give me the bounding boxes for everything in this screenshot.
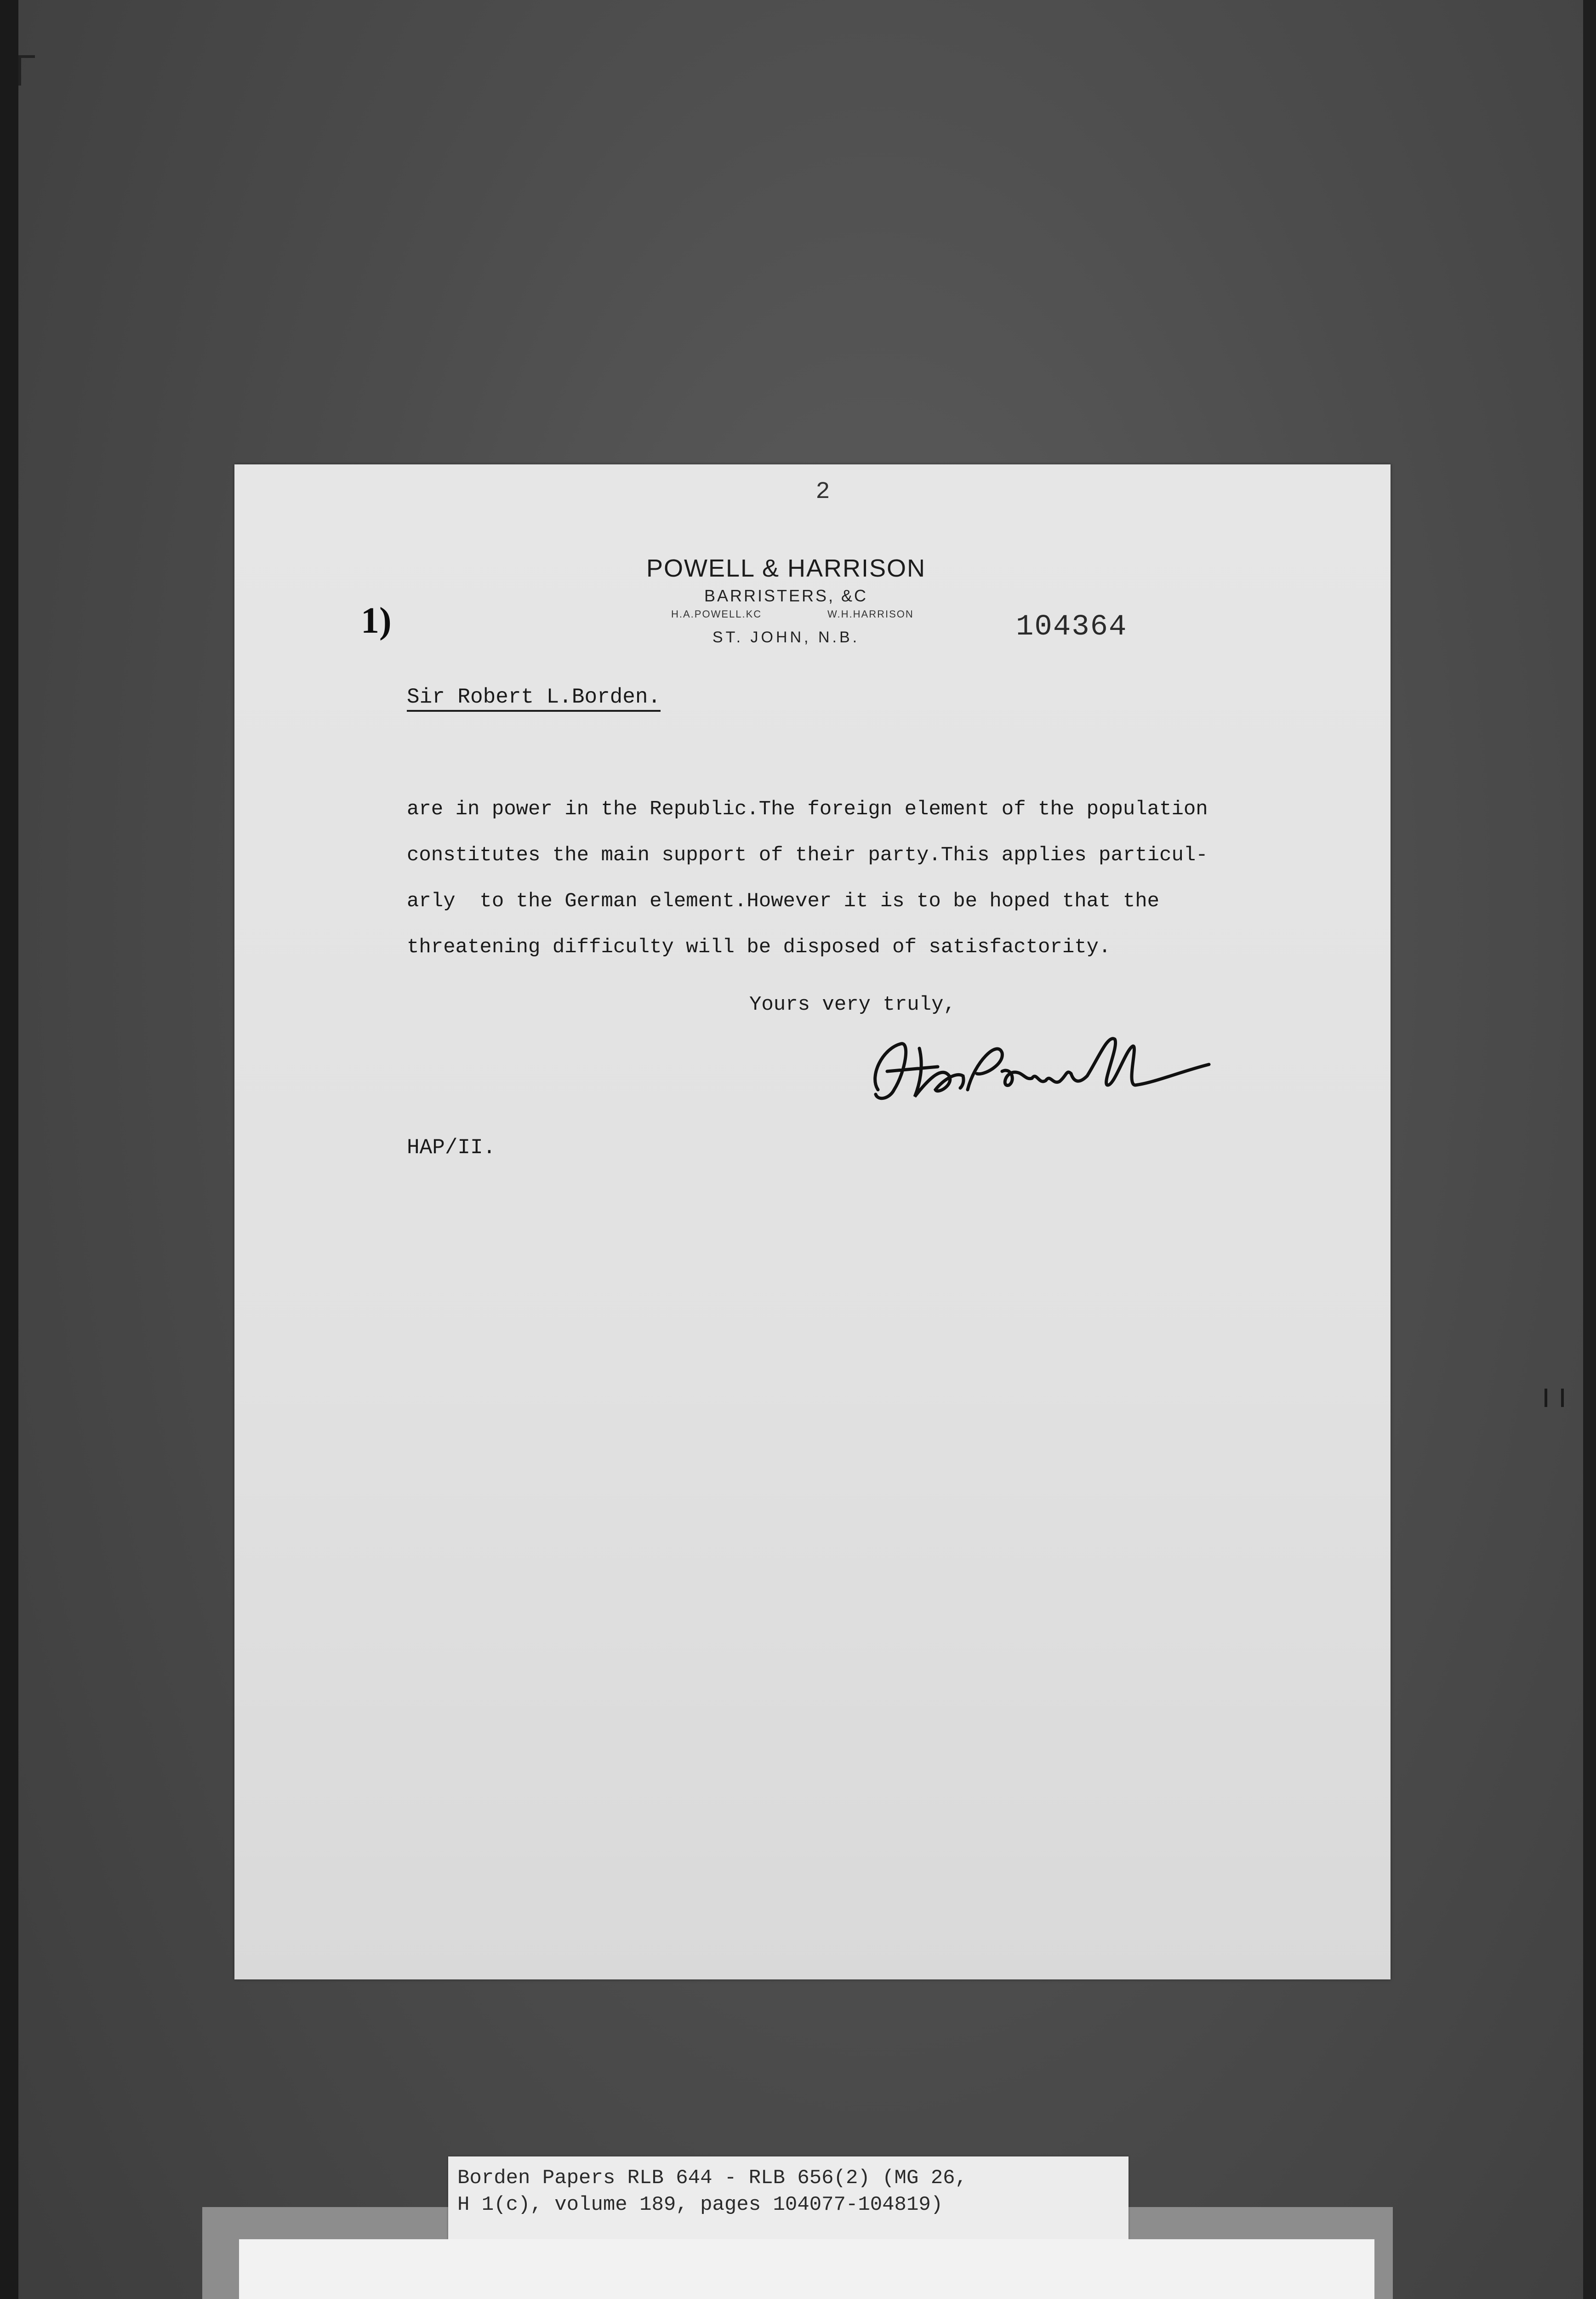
letter-page xyxy=(234,464,1391,1979)
body-line: arly to the German element.However it is to be hoped that the xyxy=(407,890,1160,913)
body-line: threatening difficulty will be disposed of satisfactority. xyxy=(407,936,1111,959)
reference-line: Borden Papers RLB 644 - RLB 656(2) (MG 26, xyxy=(457,2167,967,2190)
salutation: Sir Robert L.Borden. xyxy=(407,685,661,712)
letterhead xyxy=(556,554,1016,646)
firm-city: ST. JOHN, N.B. xyxy=(712,629,860,646)
typist-initials: HAP/II. xyxy=(407,1136,496,1160)
film-tick-marks xyxy=(1545,1389,1564,1407)
letter-body xyxy=(407,786,1349,970)
partner-left: H.A.POWELL.KC xyxy=(671,608,762,620)
archives-stamp-card xyxy=(239,2239,1374,2299)
closing: Yours very truly, xyxy=(749,993,956,1016)
body-line: are in power in the Republic.The foreign element of the population xyxy=(407,798,1208,821)
partners-row xyxy=(556,608,1016,627)
margin-mark: 1) xyxy=(361,600,392,641)
reference-label xyxy=(448,2156,1129,2239)
partner-right: W.H.HARRISON xyxy=(827,608,914,620)
film-edge-left xyxy=(0,0,18,2299)
corner-crop-mark xyxy=(18,55,35,86)
firm-subtitle: BARRISTERS, &C xyxy=(704,586,868,605)
document-number: 104364 xyxy=(1016,611,1128,644)
film-edge-right xyxy=(1583,0,1596,2299)
page-number: 2 xyxy=(815,478,830,505)
firm-name: POWELL & HARRISON xyxy=(646,555,926,582)
handwritten-signature xyxy=(850,1021,1264,1113)
reference-line: H 1(c), volume 189, pages 104077-104819) xyxy=(457,2193,943,2216)
body-line: constitutes the main support of their party.This applies particul- xyxy=(407,844,1208,867)
